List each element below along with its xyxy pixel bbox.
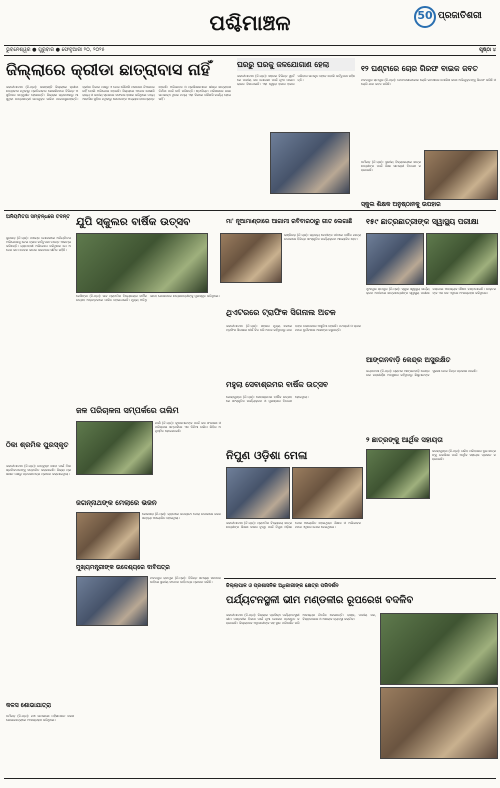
tourism-photo-1 bbox=[380, 613, 498, 685]
health-checkup-photo-2 bbox=[426, 233, 498, 285]
memorandum-photo bbox=[76, 576, 148, 626]
masthead bbox=[0, 0, 500, 46]
date-rule bbox=[4, 55, 496, 56]
financial-aid-text: କରଲାମୁଣ୍ଡା (ନି.ପ୍ର): ଗରିବ ପରିବାରର ଦୁଇ ଛାତ୍ରଙ୍କୁ ଉଚ୍ଚଶିକ୍ଷା ପାଇଁ ଆର୍ଥିକ ସହାୟତା ପ୍ରଦାନ କରାଯାଇଛି। bbox=[432, 449, 496, 462]
tourism-text: ଭବାନୀପାଟଣା (ନି.ପ୍ର): ଜିଲ୍ଲାର ପ୍ରସିଦ୍ଧ ପର୍ଯ୍ୟଟନସ୍ଥଳୀ ଭୀମ ମଣ୍ଡଳୀର ବିକାଶ ପାଇଁ ନୂଆ ଯୋଜନା ପ୍ରସ୍ତୁତ କରାଯାଇଛି। ଜିଲ୍ଲାପାଳ ଅଧିକାରୀଙ୍କ ସହ ସ୍ଥାନ ପରିଦର୍ଶନ କରି ଆବଶ୍ୟକ ନିର୍ଦ୍ଦେଶ ଦେଇଛନ୍ତି। ରାସ୍ତା, ପାନୀୟ ଜଳ, ବିଶ୍ରାମାଗାର ଓ ଆଲୋକ ବ୍ୟବସ୍ଥା କରାଯିବ। bbox=[226, 613, 376, 626]
tourism-headline: ପର୍ଯ୍ୟଟନସ୍ଥଳୀ ଭୀମ ମଣ୍ଡଳୀର ରୂପରେଖ ବଦଳିବ bbox=[226, 595, 414, 606]
tourism-kicker: ଜିଲ୍ଲାପାଳ ଓ ପ୍ରଶାସନିକ ଅଧିକାରୀଙ୍କ କ୍ଷେତ୍ର ପରିଦର୍ଶନ bbox=[226, 583, 339, 589]
ashram-festival-text: ଗୋଲାମୁଣ୍ଡା (ନି.ପ୍ର): ସେବାଶ୍ରମର ବାର୍ଷିକ ଉତ୍ସବରେ ସାଂସ୍କୃତିକ କାର୍ଯ୍ୟକ୍ରମ ଓ ପୁରସ୍କାର ବିତରଣ ହୋଇଥିଲା। bbox=[226, 395, 309, 404]
traffic-signal-text: ଭବାନୀପାଟଣା (ନି.ପ୍ର): ସହରର ମୁଖ୍ୟ ଛକରେ ଟ୍ରାଫିକ ସିଗନାଲ ଦୀର୍ଘ ଦିନ ଧରି ଅଚଳ ରହିଥିବାରୁ ଯାନବାହନ ଚଳାଚଳରେ ଅସୁବିଧା ହେଉଛି। ପଥଚାରୀ ଓ ଚାଳକମାନେ ଦୁର୍ଘଟଣାର ଆଶଙ୍କା କରୁଛନ୍ତି। bbox=[226, 324, 361, 333]
tourism-photo-2 bbox=[380, 687, 498, 759]
footer-rule bbox=[4, 778, 496, 779]
memorandum-text: ମଦନପୁର ରାମପୁର (ନି.ପ୍ର): ବିଭିନ୍ନ ସମସ୍ୟା ସମାଧାନ ଦାବିରେ ସ୍ଥାନୀୟ ସଂଗଠନ ଦାବିପତ୍ର ପ୍ରଦାନ କରିଛି। bbox=[150, 576, 221, 585]
water-supply-text: ଭବାନୀପାଟଣା (ନି.ପ୍ର): ସହରର ବିଭିନ୍ନ ୱାର୍ଡରେ ପାନୀୟ ଜଳ ଯୋଗାଣ ପାଇଁ ନୂଆ ପାଇପ ଲାଇନ ବିଛାଯାଇଛି। ଏହା ଦ୍ୱାରା ହଜାର ହଜାର ପରିବାର ଉପକୃତ ହେବେ ବୋଲି କର୍ତ୍ତୃପକ୍ଷ କହିଛନ୍ତି। bbox=[237, 74, 355, 87]
masthead-rule bbox=[4, 45, 496, 46]
ashram-festival-headline: ମହୁଲା ସେବାଶ୍ରମର ବାର୍ଷିକ ଉତ୍ସବ bbox=[226, 380, 329, 389]
logo-number: 50 bbox=[417, 9, 433, 22]
bhajan-text: କୋକସରା (ନି.ପ୍ର): ଗ୍ରାମରେ ଜଗନ୍ନାଥ ମେଲା ଉପଲକ୍ଷେ ଭଜନ ସନ୍ଧ୍ୟା ଆୟୋଜିତ ହୋଇଥିଲା। bbox=[142, 512, 221, 521]
memorandum-headline: ମୁଖ୍ୟମନ୍ତ୍ରୀଙ୍କ ଉଦ୍ଦେଶ୍ୟରେ ଦାବିପତ୍ର bbox=[76, 564, 170, 571]
water-supply-headline: ଘରରୁ ଘରକୁ ଜଳଯୋଗାଣ ହେଲା bbox=[237, 58, 355, 71]
water-training-photo bbox=[76, 421, 153, 475]
traffic-signal-headline: ଥିଏଟରରେ ଟ୍ରାଫିକ ସିଗନାଲ ଅଚଳ bbox=[226, 308, 336, 317]
health-checkup-headline: ୧୫୯ ଛାତ୍ରଛାତ୍ରୀଙ୍କ ସ୍ୱାସ୍ଥ୍ୟ ପରୀକ୍ଷା bbox=[366, 217, 479, 226]
school-gift-photo bbox=[424, 150, 498, 200]
nipun-photo-2 bbox=[292, 467, 363, 519]
logo-text: ପ୍ରଜାତିଶରୀ bbox=[438, 11, 482, 21]
school-festival-photo bbox=[76, 233, 208, 293]
school-festival-text: କେସିଙ୍ଗା (ନି.ପ୍ର): ଉଚ୍ଚ ପ୍ରାଥମିକ ବିଦ୍ୟାଳୟର ବାର୍ଷିକ ଉତ୍ସବ ଆଡ଼ମ୍ବରରେ ପାଳିତ ହୋଇଯାଇଛି। ମୁଖ୍ୟ ଅତିଥି ଭାବେ ଯୋଗଦେଇ ଛାତ୍ରଛାତ୍ରୀଙ୍କୁ ପୁରସ୍କୃତ କରିଥିଲେ। bbox=[76, 294, 220, 303]
worker-award-headline: ଠିକା ଶ୍ରମିକ ପୁରସ୍କୃତ bbox=[6, 441, 69, 449]
lead-headline: ଜିଲ୍ଲାରେ କ୍ରୀଡା ଛାତ୍ରାବାସ ନାହିଁ bbox=[6, 60, 211, 79]
school-festival-headline: ଯୁପି ସ୍କୁଲର ବାର୍ଷିକ ଉତ୍ସବ bbox=[76, 216, 191, 228]
anganwadi-text: ଜୟପାଟଣା (ନି.ପ୍ର): ଗ୍ରାମର ଆଙ୍ଗନବାଡ଼ି କେନ୍ଦ୍ର ଘର ଜରାଜୀର୍ଣ୍ଣ ଅବସ୍ଥାରେ ରହିଥିବାରୁ ଶିଶୁମାନଙ୍କ ସୁରକ୍ଷା ନେଇ ଚିନ୍ତା ପ୍ରକାଶ ପାଇଛି। bbox=[366, 369, 478, 378]
temple-photo bbox=[220, 233, 282, 283]
temple-headline: ମା' ନୂଆମାଣ୍ଡାରେ ଆଗାମୀ ରବିବାରଠାରୁ ଗୀତ ଲେଗାଛି bbox=[226, 218, 353, 225]
page-number: ପୃଷ୍ଠା ୪ bbox=[479, 47, 496, 53]
financial-aid-photo bbox=[366, 449, 430, 499]
nipun-odisha-headline: ନିପୁଣ ଓଡ଼ିଶା ମେଳା bbox=[226, 449, 308, 462]
health-checkup-photo-1 bbox=[366, 233, 424, 285]
theft-arrest-headline: ୧୨ ଘଣ୍ଟାରେ ଚୋର ଗିରଫ ବାଇକ ଜବତ bbox=[361, 64, 478, 73]
bhajan-photo bbox=[76, 512, 140, 560]
water-training-text: ନର୍ଲା (ନି.ପ୍ର): କୃଷକମାନଙ୍କ ପାଇଁ ଜଳ ସଂରକ୍ଷଣ ଓ ପରିଚାଳନା ସମ୍ପର୍କରେ ଏକ ଦିନିଆ ତାଲିମ ଶିବିର ଅନୁଷ୍ଠିତ ହୋଇଯାଇଛି। bbox=[155, 421, 221, 434]
kalash-yatra-text: ଧର୍ମଗଡ଼ (ନି.ପ୍ର): ଯଜ୍ଞ ଉପଲକ୍ଷେ ମହିଳାମାନେ କଳସ ଶୋଭାଯାତ୍ରାରେ ଅଂଶଗ୍ରହଣ କରିଥିଲେ। bbox=[6, 714, 74, 723]
row1-rule bbox=[4, 210, 496, 211]
gift-headline: ସ୍କୁଲ ଶିକ୍ଷକ ଅନୁଷ୍ଠାନକୁ ଉପହାର bbox=[361, 201, 441, 208]
bhajan-headline: ଜଗନ୍ନାଥଙ୍କ ମେଲାରେ ଭଜନ bbox=[76, 499, 157, 507]
water-training-headline: ଜଳ ପରିଚାଳନା ସମ୍ପର୍କରେ ତାଲିମ bbox=[76, 406, 179, 415]
nipun-odisha-text: ଭବାନୀପାଟଣା (ନି.ପ୍ର): ପ୍ରାଥମିକ ବିଦ୍ୟାଳୟ ଛାତ୍ରଛାତ୍ରୀଙ୍କ ଶିକ୍ଷଣ ଦକ୍ଷତା ବୃଦ୍ଧି ପାଇଁ ନିପୁଣ ଓଡ଼ିଶା ମେଳା ଆୟୋଜିତ ହୋଇଥିଲା। ଶିକ୍ଷକ ଓ ଅଭିଭାବକମାନେ ଏଥିରେ ଯୋଗ ଦେଇଥିଲେ। bbox=[226, 521, 361, 530]
temple-text: ଲାଞ୍ଜିଗଡ଼ (ନି.ପ୍ର): ଗ୍ରାମ୍ୟ ଦେବୀଙ୍କ ପୀଠରେ ବାର୍ଷିକ ଯାତ୍ରା ଉପଲକ୍ଷେ ବିଭିନ୍ନ ସାଂସ୍କୃତିକ କାର୍ଯ୍ୟକ୍ରମ ଆୟୋଜିତ ହେବ। bbox=[284, 233, 361, 242]
car-photo bbox=[270, 132, 350, 194]
worker-award-text: ଭବାନୀପାଟଣା (ନି.ପ୍ର): ଉତ୍କୃଷ୍ଟ ସେବା ପାଇଁ ଠିକା ଶ୍ରମିକମାନଙ୍କୁ ସମ୍ମାନିତ କରାଯାଇଛି। ଜିଲ୍ଲା ପ୍ରଶାସନ ପକ୍ଷରୁ ପ୍ରମାଣପତ୍ର ପ୍ରଦାନ କରାଯାଇଥିଲା। bbox=[6, 464, 71, 477]
section-title: ପଶ୍ଚିମାଞ୍ଚଳ bbox=[209, 11, 291, 35]
kalash-yatra-headline: କଳସ ଶୋଭାଯାତ୍ରା bbox=[6, 702, 51, 709]
theft-arrest-text: ମଦନପୁର ରାମପୁର (ନି.ପ୍ର): ମୋଟରସାଇକେଲ ଚୋରି ଘଟଣାରେ ପୋଲିସ ଜଣେ ଅଭିଯୁକ୍ତଙ୍କୁ ଗିରଫ କରିଛି ଓ ଚୋରି ଯାନ ଜବତ କରିଛି। bbox=[361, 78, 496, 87]
anganwadi-headline: ଆଙ୍ଗନବାଡ଼ି କେନ୍ଦ୍ର ଅସୁରକ୍ଷିତ bbox=[366, 356, 451, 364]
lead-article-text: ଭବାନୀପାଟଣା (ନି.ପ୍ର): କଳାହାଣ୍ଡି ଜିଲ୍ଲାରେ କ୍ରୀଡା ଛାତ୍ରାବାସ ନଥିବାରୁ ପ୍ରତିଭାବାନ ଖେଳାଳିମାନେ ବିଭିନ୍ନ ଅସୁବିଧାର ସମ୍ମୁଖୀନ ହେଉଛନ୍ତି। ଜିଲ୍ଲାର ଗ୍ରାମାଞ୍ଚଳରୁ ଆସୁଥିବା ଛାତ୍ରଛାତ୍ରୀ ଉପଯୁକ୍ତ ତାଲିମ ପାଇପାରୁନାହାନ୍ତି। କ୍ରୀଡା ବିଭାଗ ପକ୍ଷରୁ ଏ ନେଇ କୌଣସି ପଦକ୍ଷେପ ନିଆଯାଇନାହିଁ ବୋଲି ଅଭିଯୋଗ ହୋଇଛି। ଜିଲ୍ଲାରେ ଅନେକ ଖେଳାଳି ରାଜ୍ୟ ଓ ଜାତୀୟ ସ୍ତରରେ ସଫଳତା ହାସଲ କରିଥିଲେ ମଧ୍ୟ ଆବାସିକ ସୁବିଧା ନଥିବାରୁ ସେମାନଙ୍କ ଅଭ୍ୟାସ ବାଧାପ୍ରାପ୍ତ ହେଉଛି। ଅଭିଭାବକ ଓ ପ୍ରଶିକ୍ଷକମାନେ ଶୀଘ୍ର ଛାତ୍ରାବାସ ନିର୍ମାଣ ପାଇଁ ଦାବି କରିଛନ୍ତି। ଷ୍ଟାଡିୟମ ପରିସରରେ ଜାଗା ଉପଲବ୍ଧ ଥିଲେ ମଧ୍ୟ ଏହା ଦିଗରେ କୌଣସି କାର୍ଯ୍ୟ ହୋଇନାହିଁ। bbox=[6, 85, 231, 102]
irregularity-headline: ଅନିୟମିତତା ସମ୍ବନ୍ଧରେ ତଦନ୍ତ bbox=[6, 214, 70, 220]
date-line: ଭୁବନେଶ୍ୱର ● ଗୁରୁବାର ● ଫେବୃଆରୀ ୨୦, ୨୦୨୫ bbox=[6, 47, 105, 53]
gift-article-text: ଧର୍ମଗଡ଼ (ନି.ପ୍ର): ସ୍ଥାନୀୟ ବିଦ୍ୟାଳୟରେ ଛାତ୍ରଛାତ୍ରୀଙ୍କ ପାଇଁ ଶିକ୍ଷା ସାମଗ୍ରୀ ବିତରଣ କରାଯାଇଛି। bbox=[361, 160, 421, 173]
health-checkup-text: ଥୁଆମୁଲ ରାମପୁର (ନି.ପ୍ର): ସ୍କୁଲ ସ୍ୱାସ୍ଥ୍ୟ କାର୍ଯ୍ୟକ୍ରମ ଅଧୀନରେ ଛାତ୍ରଛାତ୍ରୀଙ୍କ ସ୍ୱାସ୍ଥ୍ୟ ପରୀକ୍ଷା କରାଯାଇ ଆବଶ୍ୟକ ଔଷଧ ବଣ୍ଟାଯାଇଛି। ଡାକ୍ତରଙ୍କ ଏକ ଦଳ ଏଥିରେ ଅଂଶଗ୍ରହଣ କରିଥିଲେ। bbox=[366, 287, 496, 296]
bottom-block-rule bbox=[224, 578, 496, 579]
irregularity-text: ଜୁନାଗଡ଼ (ନି.ପ୍ର): ପଞ୍ଚାୟତ ଯୋଜନାରେ ଅନିୟମିତତା ଅଭିଯୋଗକୁ ନେଇ ବ୍ଲକ କର୍ତ୍ତୃପକ୍ଷ ତଦନ୍ତ ଆରମ୍ଭ କରିଛନ୍ତି। ଗ୍ରାମବାସୀ ଅଭିଯୋଗ କରିଥିଲେ ଯେ ଅନେକ କାମ କେବଳ କାଗଜ କଲମରେ ସୀମିତ ରହିଛି। bbox=[6, 236, 71, 253]
nipun-photo-1 bbox=[226, 467, 290, 519]
brand-logo bbox=[414, 6, 496, 30]
financial-aid-headline: ୨ ଛାତ୍ରଙ୍କୁ ଆର୍ଥିକ ସହାୟତା bbox=[366, 436, 443, 444]
